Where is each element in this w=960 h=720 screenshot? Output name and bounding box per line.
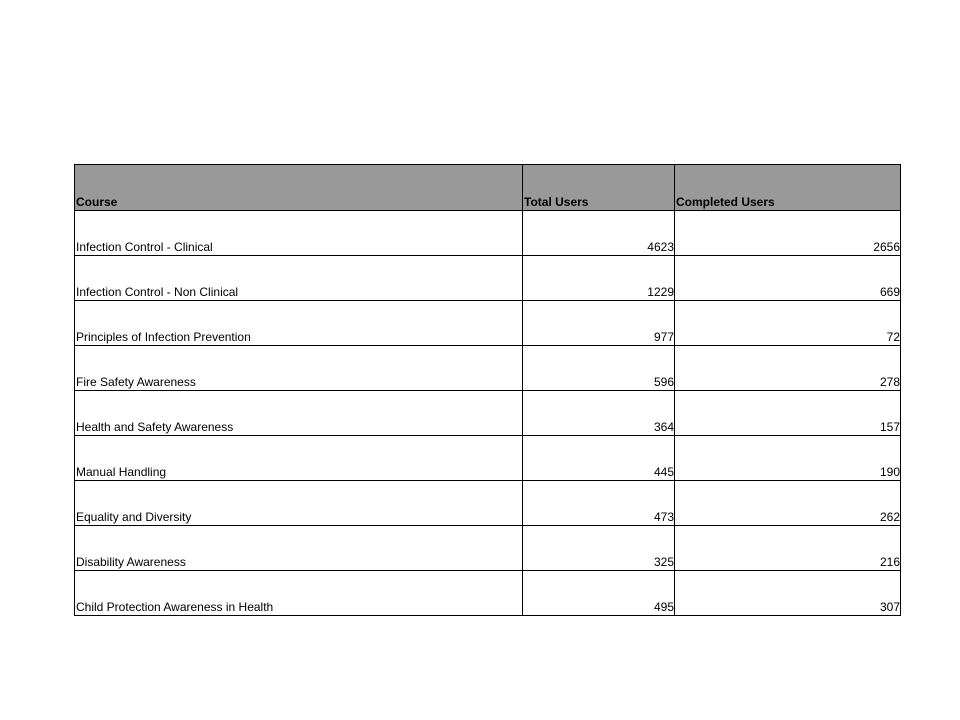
total-users-cell: 596: [523, 346, 675, 391]
header-row: [75, 165, 901, 211]
completed-users-cell: 157: [675, 391, 901, 436]
course-cell: Infection Control - Clinical: [75, 211, 523, 256]
course-cell: Health and Safety Awareness: [75, 391, 523, 436]
completed-users-cell: 307: [675, 571, 901, 616]
course-cell: Fire Safety Awareness: [75, 346, 523, 391]
total-users-cell: 364: [523, 391, 675, 436]
completed-users-cell: 216: [675, 526, 901, 571]
table-row: [75, 211, 901, 256]
table-row: [75, 346, 901, 391]
course-users-table: [74, 164, 901, 616]
total-users-cell: 445: [523, 436, 675, 481]
table-header: [75, 165, 901, 211]
total-users-cell: 495: [523, 571, 675, 616]
course-cell: Child Protection Awareness in Health: [75, 571, 523, 616]
total-users-cell: 1229: [523, 256, 675, 301]
completed-users-cell: 278: [675, 346, 901, 391]
table-row: [75, 571, 901, 616]
course-cell: Infection Control - Non Clinical: [75, 256, 523, 301]
course-cell: Principles of Infection Prevention: [75, 301, 523, 346]
table-row: [75, 436, 901, 481]
course-cell: Equality and Diversity: [75, 481, 523, 526]
table-row: [75, 481, 901, 526]
completed-users-cell: 262: [675, 481, 901, 526]
table-row: [75, 301, 901, 346]
header-completed-users: Completed Users: [675, 165, 901, 211]
table-body: [75, 211, 901, 616]
completed-users-cell: 669: [675, 256, 901, 301]
completed-users-cell: 190: [675, 436, 901, 481]
total-users-cell: 473: [523, 481, 675, 526]
completed-users-cell: 72: [675, 301, 901, 346]
course-cell: Manual Handling: [75, 436, 523, 481]
header-course: Course: [75, 165, 523, 211]
table-row: [75, 526, 901, 571]
table-row: [75, 256, 901, 301]
total-users-cell: 4623: [523, 211, 675, 256]
completed-users-cell: 2656: [675, 211, 901, 256]
total-users-cell: 977: [523, 301, 675, 346]
header-total-users: Total Users: [523, 165, 675, 211]
table-row: [75, 391, 901, 436]
total-users-cell: 325: [523, 526, 675, 571]
course-cell: Disability Awareness: [75, 526, 523, 571]
